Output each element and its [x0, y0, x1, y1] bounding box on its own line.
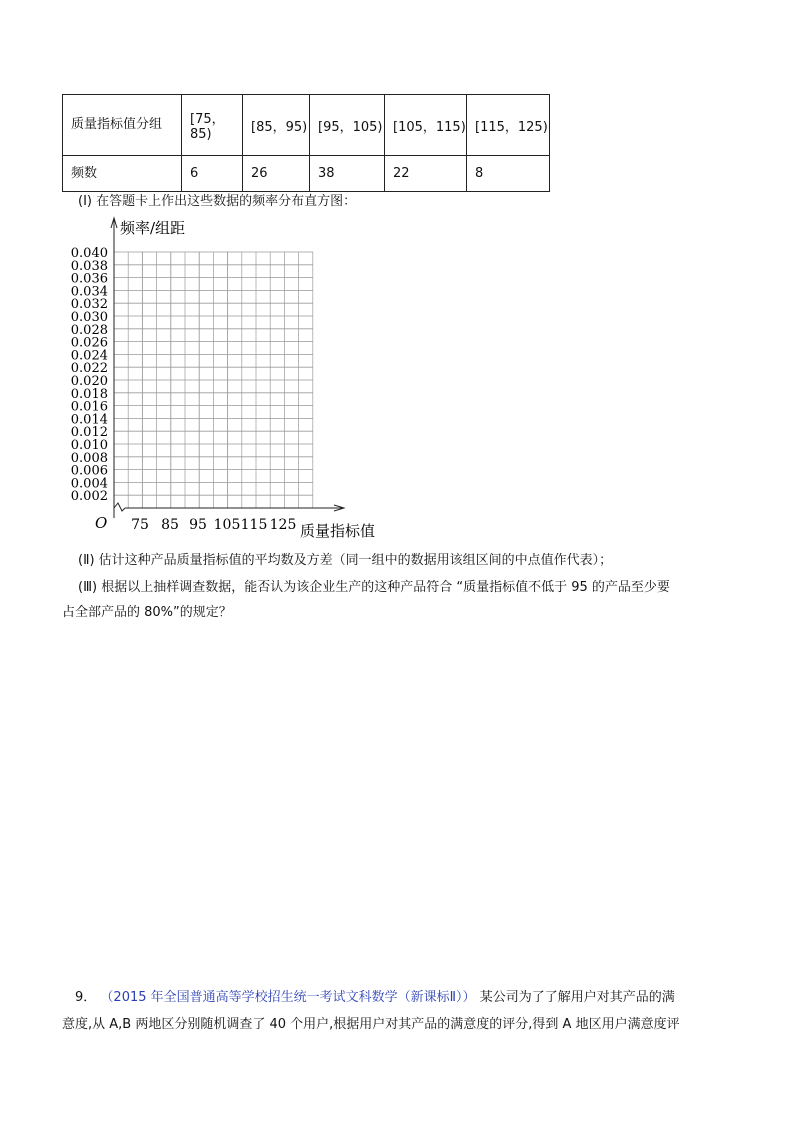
y-tick-label: 0.020	[70, 374, 108, 389]
origin-label: O	[95, 514, 108, 532]
x-tick-label: 105	[213, 517, 241, 533]
part-2-prompt: (Ⅱ) 估计这种产品质量指标值的平均数及方差（同一组中的数据用该组区间的中点值作代表）；	[78, 553, 613, 568]
frequency-table	[62, 94, 550, 192]
x-axis-label: 质量指标值	[300, 522, 376, 540]
question-source-link[interactable]: （2015 年全国普通高等学校招生统一考试文科数学（新课标Ⅱ））	[100, 990, 476, 1005]
y-tick-label: 0.010	[70, 438, 108, 453]
y-tick-label: 0.002	[70, 489, 108, 505]
y-tick-label: 0.032	[70, 297, 108, 313]
freq-cell: 22	[385, 156, 467, 192]
group-cell: [105，115)	[385, 95, 467, 156]
group-cell: [95，105)	[310, 95, 385, 156]
x-tick-label: 115	[240, 517, 268, 533]
freq-cell: 26	[243, 156, 310, 192]
y-tick-label: 0.038	[70, 258, 108, 274]
y-tick-label: 0.004	[70, 476, 108, 492]
y-tick-label: 0.022	[70, 361, 108, 377]
question-text: 某公司为了了解用户对其产品的满	[479, 990, 675, 1005]
x-tick-label: 75	[131, 517, 149, 533]
y-tick-label: 0.034	[70, 284, 108, 300]
y-tick-label: 0.040	[70, 246, 108, 261]
y-axis-label: 频率/组距	[120, 219, 186, 237]
y-tick-labels	[71, 246, 108, 504]
question-9-line-2: 意度,从 A,B 两地区分别随机调查了 40 个用户,根据用户对其产品的满意度的评分,得到 A 地区用户满意度评	[62, 1017, 680, 1032]
freq-cell: 6	[182, 156, 243, 192]
freq-label-cell: 频数	[63, 156, 182, 192]
part-1-prompt: (Ⅰ) 在答题卡上作出这些数据的频率分布直方图：	[78, 194, 357, 209]
y-tick-label: 0.016	[70, 399, 108, 415]
y-tick-label: 0.036	[70, 271, 108, 287]
group-cell: [115，125)	[467, 95, 550, 156]
y-tick-label: 0.030	[70, 310, 108, 325]
x-axis-break	[114, 503, 125, 511]
table-header-label: 质量指标值分组	[63, 95, 182, 156]
y-tick-label: 0.014	[70, 412, 108, 428]
y-tick-label: 0.028	[70, 322, 108, 338]
freq-cell: 8	[467, 156, 550, 192]
x-tick-label: 85	[161, 517, 179, 533]
x-tick-labels	[131, 517, 296, 533]
part-3-prompt-line-2: 占全部产品的 80%”的规定？	[62, 605, 232, 620]
y-tick-label: 0.008	[70, 450, 108, 466]
y-tick-label: 0.006	[70, 463, 108, 479]
part-3-prompt-line-1: (Ⅲ) 根据以上抽样调查数据，能否认为该企业生产的这种产品符合 “质量指标值不低于 95 的产品至少要	[78, 580, 670, 595]
group-cell: [85，95)	[243, 95, 310, 156]
table-row-freqs	[63, 156, 550, 192]
question-9-line-1	[75, 988, 675, 1008]
table-row-groups	[63, 95, 550, 156]
grid-lines	[114, 252, 313, 508]
y-tick-label: 0.024	[70, 348, 108, 364]
freq-cell: 38	[310, 156, 385, 192]
y-tick-label: 0.018	[70, 386, 108, 402]
y-tick-label: 0.012	[70, 425, 108, 441]
x-tick-label: 125	[269, 517, 297, 533]
x-tick-label: 95	[189, 517, 207, 533]
histogram-grid	[60, 212, 400, 547]
question-number: 9．	[75, 990, 97, 1005]
y-tick-label: 0.026	[70, 335, 108, 351]
group-cell: [75，85)	[182, 95, 243, 156]
